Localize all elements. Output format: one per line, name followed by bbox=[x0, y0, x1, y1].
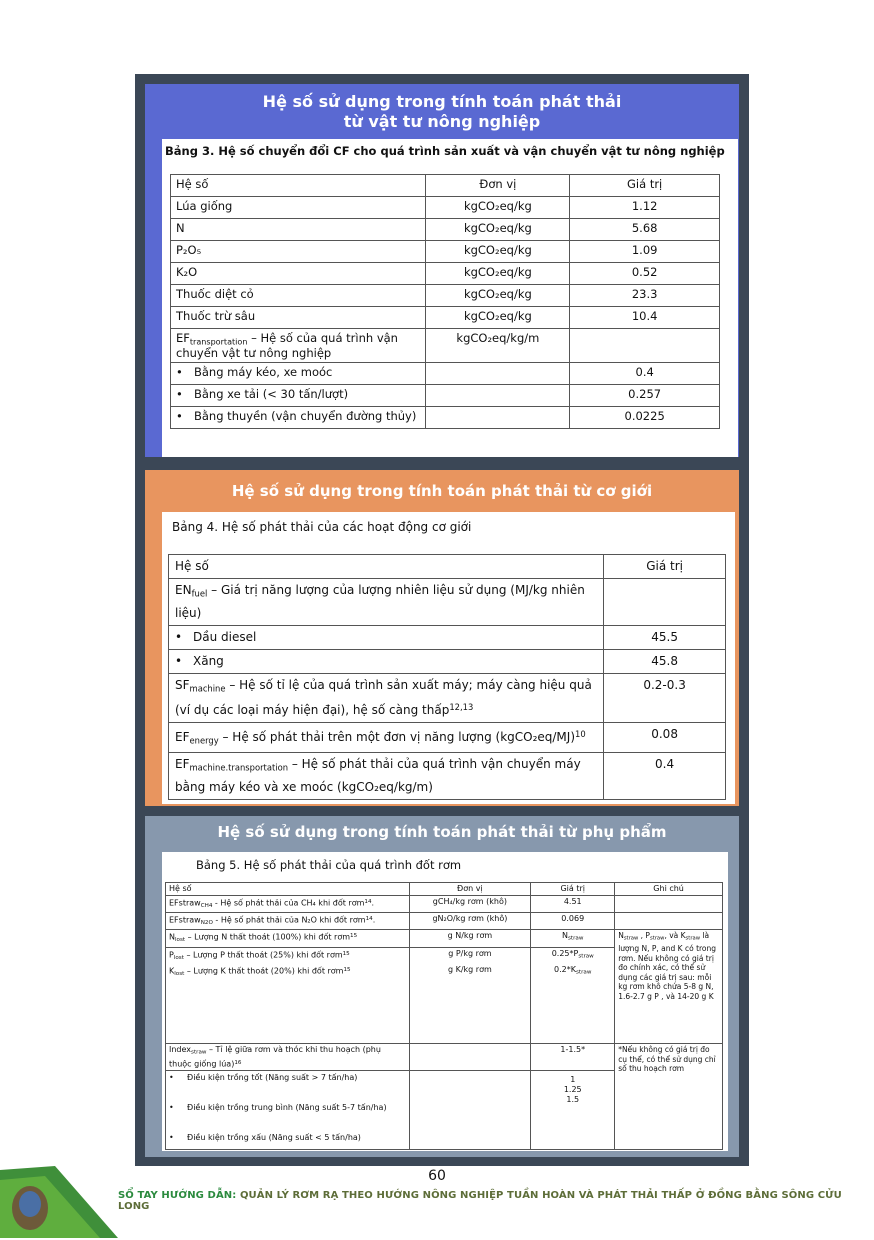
bullet: • bbox=[169, 1103, 174, 1113]
table-card bbox=[162, 852, 728, 1151]
cell: 23.3 bbox=[570, 285, 720, 307]
table-row bbox=[171, 285, 720, 307]
cell: $EF_{transportation}$ – Hệ số của quá trình vận chuyển vật tư nông nghiệp bbox=[171, 329, 426, 363]
cell: $EF_{energy}$ – Hệ số phát thải trên một đơn vị năng lượng (kgCO₂eq/MJ)$^{10}$ bbox=[169, 722, 604, 752]
table-5 bbox=[165, 882, 723, 1150]
cell: Lúa giống bbox=[171, 197, 426, 219]
header-cell: Giá trị bbox=[531, 883, 615, 896]
table-row bbox=[166, 1044, 723, 1071]
cell: 0.4 bbox=[570, 363, 720, 385]
cell: gN₂O/kg rơm (khô) bbox=[409, 913, 531, 930]
panel-machinery bbox=[145, 470, 739, 806]
table-caption: Bảng 3. Hệ số chuyển đổi CF cho quá trình sản xuất và vận chuyển vật tư nông nghiệp bbox=[165, 144, 725, 158]
cell: 45.5 bbox=[604, 625, 726, 649]
cell: kgCO₂eq/kg bbox=[426, 307, 570, 329]
cell bbox=[426, 407, 570, 429]
table-header-row bbox=[171, 175, 720, 197]
table-row bbox=[169, 625, 726, 649]
cell: 45.8 bbox=[604, 649, 726, 673]
cell: $EF_{machine.transportation}$ – Hệ số phát thải của quá trình vận chuyển máy bằng máy kéo và xe moóc (kgCO₂eq/kg/m) bbox=[169, 753, 604, 800]
cell: 1.12 bbox=[570, 197, 720, 219]
cell bbox=[426, 363, 570, 385]
cell: $0.25*P_{straw}$ bbox=[531, 947, 615, 964]
bullet: • bbox=[175, 653, 183, 668]
table-row bbox=[171, 241, 720, 263]
footer-text: SỔ TAY HƯỚNG DẪN: QUẢN LÝ RƠM RẠ THEO HƯỚNG NÔNG NGHIỆP TUẦN HOÀN VÀ PHÁT THẢI THẤP Ở ĐỒNG BẰNG SÔNG CỬU LONG bbox=[118, 1190, 842, 1212]
bullet: • bbox=[176, 409, 183, 424]
table-row bbox=[171, 385, 720, 407]
cell bbox=[570, 329, 720, 363]
bullet: • bbox=[169, 1073, 174, 1083]
cell: 1-1.5* bbox=[531, 1044, 615, 1071]
panel-title: Hệ số sử dụng trong tính toán phát thải từ vật tư nông nghiệp bbox=[262, 92, 622, 131]
cell: • Bằng máy kéo, xe moóc bbox=[171, 363, 426, 385]
cell: $K_{lost}$ – Lượng K thất thoát (20%) khi đốt rơm$^{15}$ bbox=[166, 964, 410, 1044]
cell: kgCO₂eq/kg/m bbox=[426, 329, 570, 363]
table-row bbox=[169, 753, 726, 800]
table-row bbox=[169, 673, 726, 722]
panel-title: Hệ số sử dụng trong tính toán phát thải từ cơ giới bbox=[231, 482, 653, 500]
table-card bbox=[162, 139, 738, 457]
cell: $N_{lost}$ – Lượng N thất thoát (100%) khi đốt rơm$^{15}$ bbox=[166, 930, 410, 947]
cell: 0.257 bbox=[570, 385, 720, 407]
cell: Thuốc trừ sâu bbox=[171, 307, 426, 329]
cell: P₂O₅ bbox=[171, 241, 426, 263]
cell: kgCO₂eq/kg bbox=[426, 263, 570, 285]
bullet: • bbox=[175, 629, 183, 644]
leaf-logo-icon bbox=[0, 1160, 120, 1240]
cell: gCH₄/kg rơm (khô) bbox=[409, 896, 531, 913]
cell: g P/kg rơm bbox=[409, 947, 531, 964]
cell bbox=[409, 1044, 531, 1071]
cell: $SF_{machine}$ – Hệ số tỉ lệ của quá trình sản xuất máy; máy càng hiệu quả (ví dụ các loại máy hiện đại), hệ số càng thấp$^{12,13}$ bbox=[169, 673, 604, 722]
table-4 bbox=[168, 554, 726, 800]
table-row bbox=[171, 407, 720, 429]
header-cell: Đơn vị bbox=[409, 883, 531, 896]
page-number: 60 bbox=[428, 1168, 446, 1184]
cell: 0.2-0.3 bbox=[604, 673, 726, 722]
cell: 10.4 bbox=[570, 307, 720, 329]
cell bbox=[615, 896, 723, 913]
header-cell: Hệ số bbox=[169, 555, 604, 579]
cell bbox=[409, 1071, 531, 1150]
cell: 0.069 bbox=[531, 913, 615, 930]
panel-agri-inputs bbox=[145, 84, 739, 457]
cell: • Bằng xe tải (< 30 tấn/lượt) bbox=[171, 385, 426, 407]
table-row bbox=[169, 649, 726, 673]
cell: g N/kg rơm bbox=[409, 930, 531, 947]
cell: 5.68 bbox=[570, 219, 720, 241]
header-cell: Hệ số bbox=[171, 175, 426, 197]
note-cell: $N_{straw}$ , $P_{straw}$, và $K_{straw}$ là lượng N, P, and K có trong rơm. Nếu không có giá trị đo chính xác, có thể sử dụng các giá trị sau: mỗi kg rơm khô chứa 5-8 g N, 1.6-2.7 g P , và 14-20 g K bbox=[615, 930, 723, 1044]
panel-residues bbox=[145, 816, 739, 1157]
cell: kgCO₂eq/kg bbox=[426, 219, 570, 241]
cell: • Điều kiện trồng tốt (Năng suất > 7 tấn/ha) • Điều kiện trồng trung bình (Năng suất 5-7 tấn/ha) • Điều kiện trồng xấu (Năng suất < 5 tấn/ha) bbox=[166, 1071, 410, 1150]
table-caption: Bảng 4. Hệ số phát thải của các hoạt động cơ giới bbox=[172, 520, 472, 534]
table-row bbox=[166, 930, 723, 947]
cell: $0.2*K_{straw}$ bbox=[531, 964, 615, 1044]
cell: N bbox=[171, 219, 426, 241]
cell bbox=[426, 385, 570, 407]
table-header-row bbox=[166, 883, 723, 896]
header-cell: Giá trị bbox=[570, 175, 720, 197]
cell: kgCO₂eq/kg bbox=[426, 197, 570, 219]
header-cell: Giá trị bbox=[604, 555, 726, 579]
cell: $P_{lost}$ – Lượng P thất thoát (25%) khi đốt rơm$^{15}$ bbox=[166, 947, 410, 964]
cell bbox=[604, 579, 726, 626]
bullet: • bbox=[176, 387, 183, 402]
cell: Thuốc diệt cỏ bbox=[171, 285, 426, 307]
cell: 1 1.25 1.5 bbox=[531, 1071, 615, 1150]
table-3 bbox=[170, 174, 720, 429]
header-cell: Ghi chú bbox=[615, 883, 723, 896]
cell: 0.0225 bbox=[570, 407, 720, 429]
table-row bbox=[171, 219, 720, 241]
table-row bbox=[171, 329, 720, 363]
cell: $EN_{fuel}$ – Giá trị năng lượng của lượng nhiên liệu sử dụng (MJ/kg nhiên liệu) bbox=[169, 579, 604, 626]
bullet: • bbox=[176, 365, 183, 380]
table-caption: Bảng 5. Hệ số phát thải của quá trình đốt rơm bbox=[196, 858, 462, 872]
table-row bbox=[171, 307, 720, 329]
cell: • Dầu diesel bbox=[169, 625, 604, 649]
cell: $N_{straw}$ bbox=[531, 930, 615, 947]
cell: K₂O bbox=[171, 263, 426, 285]
header-cell: Đơn vị bbox=[426, 175, 570, 197]
table-row bbox=[171, 197, 720, 219]
cell: • Bằng thuyền (vận chuyển đường thủy) bbox=[171, 407, 426, 429]
table-row bbox=[169, 579, 726, 626]
table-card bbox=[162, 512, 735, 804]
panel-title: Hệ số sử dụng trong tính toán phát thải từ phụ phẩm bbox=[217, 823, 667, 841]
table-row bbox=[171, 363, 720, 385]
cell: kgCO₂eq/kg bbox=[426, 285, 570, 307]
cell: Index$_{straw}$ – Tỉ lệ giữa rơm và thóc khi thu hoạch (phụ thuộc giống lúa)$^{16}$ bbox=[166, 1044, 410, 1071]
cell: 0.52 bbox=[570, 263, 720, 285]
cell: • Xăng bbox=[169, 649, 604, 673]
bullet: • bbox=[169, 1133, 174, 1143]
table-row bbox=[166, 913, 723, 930]
table-row bbox=[166, 896, 723, 913]
cell: kgCO₂eq/kg bbox=[426, 241, 570, 263]
cell bbox=[615, 913, 723, 930]
cell: 1.09 bbox=[570, 241, 720, 263]
table-row bbox=[169, 722, 726, 752]
note-cell: *Nếu không có giá trị đo cụ thể, có thể sử dụng chỉ số thu hoạch rơm bbox=[615, 1044, 723, 1150]
cell: 0.08 bbox=[604, 722, 726, 752]
cell: EFstraw$_{N2O}$ - Hệ số phát thải của N₂O khi đốt rơm$^{14}$. bbox=[166, 913, 410, 930]
cell: g K/kg rơm bbox=[409, 964, 531, 1044]
cell: 4.51 bbox=[531, 896, 615, 913]
header-cell: Hệ số bbox=[166, 883, 410, 896]
cell: 0.4 bbox=[604, 753, 726, 800]
table-header-row bbox=[169, 555, 726, 579]
cell: EFstraw$_{CH4}$ - Hệ số phát thải của CH₄ khi đốt rơm$^{14}$. bbox=[166, 896, 410, 913]
table-row bbox=[171, 263, 720, 285]
